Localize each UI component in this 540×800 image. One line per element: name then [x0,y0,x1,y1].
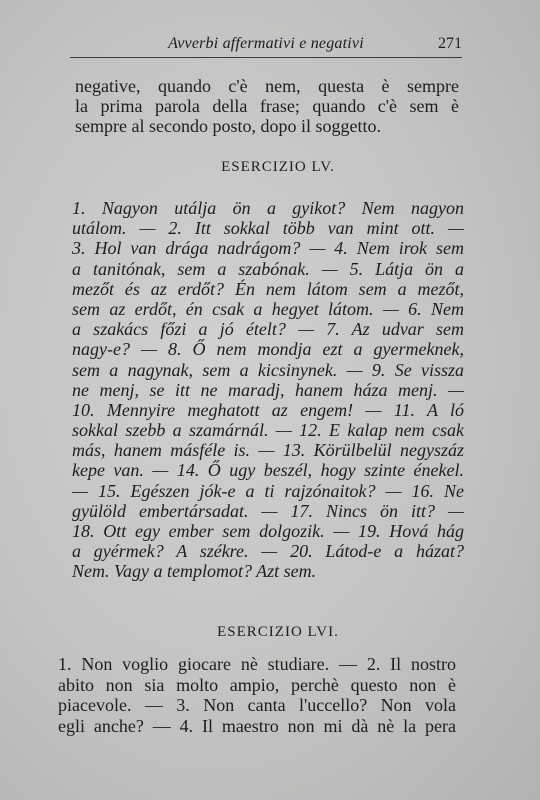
exercise-line: 1. Non voglio giocare nè studiare. — 2. Il nostro [58,654,456,674]
exercise-line: utálom. — 2. Itt sokkal több van mint ott. — [72,218,464,239]
exercise-line: a gyérmek? A székre. — 20. Látod-e a házat? [72,541,464,562]
exercise-line: Nem. Vagy a templomot? Azt sem. [72,561,317,582]
exercise-lvi-text [58,654,456,736]
exercise-lv-text [72,198,464,582]
intro-line: la prima parola della frase; quando c'è sem è [75,96,459,116]
exercise-line: más, hanem másféle is. — 13. Körülbelül negyszáz [72,440,464,461]
exercise-line: sem az erdőt, én csak a hegyet látom. — 6. Nem [72,298,464,319]
exercise-line: nagy-e? — 8. Ő nem mondja ezt a gyermeknek, [72,339,464,360]
exercise-line: ne menj, se itt ne maradj, hanem háza menj. — [72,379,464,400]
exercise-lvi-heading: ESERCIZIO LVI. [217,624,339,640]
exercise-line: egli anche? — 4. Il maestro non mi dà nè la pera [58,715,456,736]
running-title: Avverbi affermativi e negativi [168,35,364,52]
exercise-line: 10. Mennyire meghatott az engem! — 11. A ló [72,399,464,420]
running-head [70,31,462,58]
exercise-line: kepe van. — 14. Ő ugy beszél, hogy szinte énekel. [72,460,464,481]
intro-line: sempre al secondo posto, dopo il soggetto. [75,116,381,136]
exercise-line: 18. Ott egy ember sem dolgozik. — 19. Hová hág [72,521,464,541]
exercise-line: 3. Hol van drága nadrágom? — 4. Nem irok sem [72,238,464,259]
exercise-line: mezőt és az erdőt? Én nem látom sem a mezőt, [72,278,464,299]
page-number: 271 [438,35,462,52]
exercise-line: 1. Nagyon utálja ön a gyikot? Nem nagyon [72,198,464,218]
exercise-line: a tanitónak, sem a szabónak. — 5. Látja ön a [72,258,464,279]
exercise-lv-heading: ESERCIZIO LV. [221,159,335,175]
exercise-line: abito non sia molto ampio, perchè questo non è [58,674,456,695]
exercise-line: piacevole. — 3. Non canta l'uccello? Non vola [58,695,456,715]
exercise-line: — 15. Egészen jók-e a ti rajzónaitok? — 16. Ne [72,480,464,501]
intro-line: negative, quando c'è nem, questa è sempre [75,76,459,96]
exercise-line: gyülöld embertársadat. — 17. Nincs ön itt? — [72,500,464,521]
exercise-line: sem a nagynak, sem a kicsinynek. — 9. Se vissza [72,359,464,380]
exercise-line: sokkal szebb a szamárnál. — 12. E kalap nem csak [72,420,464,441]
intro-paragraph [75,76,459,136]
exercise-line: a szakács főzi a jó ételt? — 7. Az udvar sem [72,319,464,340]
